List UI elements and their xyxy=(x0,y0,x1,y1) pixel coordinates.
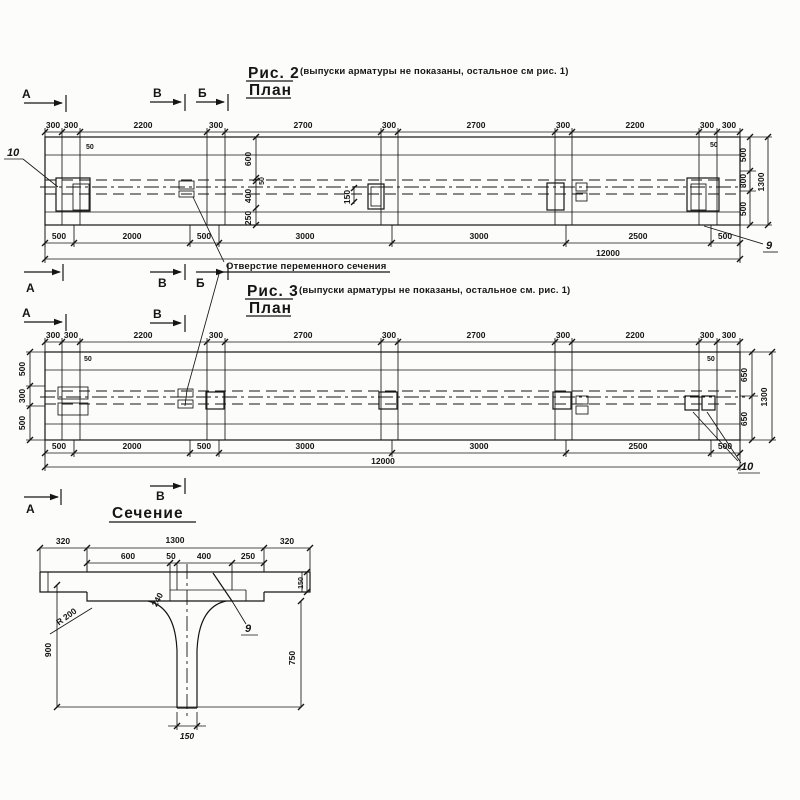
fig2-marker-b-bottom xyxy=(196,264,228,290)
section-leader-9 xyxy=(232,601,258,635)
fig2-plan-label: План xyxy=(249,82,292,99)
fig2-marker-v-bottom xyxy=(150,264,185,290)
fig2-dim-right-1: 300 xyxy=(738,173,748,189)
section-dim-240: 240 xyxy=(149,590,166,609)
fig3-dim-bot-3: 3000 xyxy=(295,441,315,451)
fig3-dim-top-3: 300 xyxy=(208,330,224,340)
svg-text:В: В xyxy=(156,489,165,503)
fig2-dim-right-2: 500 xyxy=(738,201,748,217)
opening-note-label: Отверстие переменного сечения xyxy=(226,261,387,272)
section-dim-sub-2: 400 xyxy=(196,551,212,561)
svg-text:Б: Б xyxy=(198,86,207,100)
svg-text:А: А xyxy=(26,502,35,516)
fig2-beam-outline xyxy=(40,137,745,225)
fig3-dim-bot-6: 500 xyxy=(717,441,733,451)
fig2-dim-bot-0: 500 xyxy=(51,231,67,241)
fig3-dim-50-right: 50 xyxy=(707,356,715,363)
svg-text:Б: Б xyxy=(196,276,205,290)
fig2-marker-a-top xyxy=(22,87,66,112)
fig2-dim-top-9: 300 xyxy=(699,120,715,130)
fig2-dim-top-6: 2700 xyxy=(466,120,486,130)
svg-text:R 200: R 200 xyxy=(54,605,79,628)
section-dim-top-0: 320 xyxy=(55,536,71,546)
fig2-dim-top-3: 300 xyxy=(208,120,224,130)
fig3-ribs xyxy=(62,352,717,440)
fig3-dim-top-9: 300 xyxy=(699,330,715,340)
fig3-beam-outline xyxy=(40,352,745,440)
section-dim-top-2: 320 xyxy=(279,536,295,546)
fig3-marker-v-top xyxy=(150,307,185,332)
fig2-dim-bot-5: 2500 xyxy=(628,231,648,241)
svg-text:А: А xyxy=(26,281,35,295)
svg-text:9: 9 xyxy=(245,623,252,635)
fig3-dim-bot-5: 2500 xyxy=(628,441,648,451)
section-dim-sub-3: 250 xyxy=(240,551,256,561)
fig3-dim-top-8: 2200 xyxy=(625,330,645,340)
fig2-title: Рис. 2 xyxy=(248,65,300,82)
fig2-dim-bot-2: 500 xyxy=(196,231,212,241)
fig3-dim-top-10: 300 xyxy=(721,330,737,340)
fig3-dim-bot-1: 2000 xyxy=(122,441,142,451)
svg-text:В: В xyxy=(153,86,162,100)
fig2-marker-b-top xyxy=(196,86,228,111)
fig2-dim-mid50: 50 xyxy=(259,177,266,185)
section-dim-top-1: 1300 xyxy=(165,535,185,545)
fig3-dim-top-5: 300 xyxy=(381,330,397,340)
section-shape xyxy=(40,564,310,718)
fig2-dim-50-right: 50 xyxy=(710,142,718,149)
fig2-dim-top-7: 300 xyxy=(555,120,571,130)
fig2-dim-150: 150 xyxy=(342,189,352,205)
fig2-dim-50-left: 50 xyxy=(86,144,94,151)
fig3-note: (выпуски арматуры не показаны, остальное см. рис. 1) xyxy=(299,285,571,296)
fig3-title: Рис. 3 xyxy=(247,283,299,300)
section-dim-sub-1: 50 xyxy=(166,551,176,561)
fig3-dim-bot-4: 3000 xyxy=(469,441,489,451)
section-dim-750: 750 xyxy=(287,650,297,666)
fig2-marker-a-bottom xyxy=(24,264,63,295)
fig2-note: (выпуски арматуры не показаны, остальное см рис. 1) xyxy=(300,66,569,77)
fig2-dim-top-8: 2200 xyxy=(625,120,645,130)
section-title: Сечение xyxy=(112,505,184,522)
fig3-dim-top-1: 300 xyxy=(63,330,79,340)
fig3-dim-top-6: 2700 xyxy=(466,330,486,340)
fig2-dim-bot-6: 500 xyxy=(717,231,733,241)
fig3-plan-label: План xyxy=(249,300,292,317)
section-dim-sub-0: 600 xyxy=(120,551,136,561)
svg-text:10: 10 xyxy=(741,461,754,473)
section-dim-150-side: 150 xyxy=(298,577,305,589)
fig3-dim-left-0: 500 xyxy=(17,361,27,377)
fig2-dim-top-2: 2200 xyxy=(133,120,153,130)
fig3-dim-50-left: 50 xyxy=(84,356,92,363)
fig2-dim-top-1: 300 xyxy=(63,120,79,130)
fig2-dim-bot-1: 2000 xyxy=(122,231,142,241)
fig3-dim-left-1: 300 xyxy=(17,388,27,404)
fig2-marker-v-top xyxy=(150,86,185,111)
fig3-dim-total: 12000 xyxy=(371,456,395,466)
fig2-dim-600: 600 xyxy=(243,151,253,167)
section-radius-label xyxy=(50,606,92,634)
svg-text:А: А xyxy=(22,87,31,101)
fig2-dim-top-0: 300 xyxy=(45,120,61,130)
fig2-dim-top-4: 2700 xyxy=(293,120,313,130)
fig3-marker-v-bottom xyxy=(150,478,185,503)
fig3-dim-top-2: 2200 xyxy=(133,330,153,340)
fig2-dim-top-5: 300 xyxy=(381,120,397,130)
fig3-dim-top-4: 2700 xyxy=(293,330,313,340)
fig2-dim-total: 12000 xyxy=(596,248,620,258)
fig2-leader-10 xyxy=(4,147,58,187)
fig2 xyxy=(4,65,778,295)
svg-text:А: А xyxy=(22,306,31,320)
fig3-dim-top-7: 300 xyxy=(555,330,571,340)
fig2-dim-right-total: 1300 xyxy=(756,172,766,192)
section-dim-900: 900 xyxy=(43,642,53,658)
fig2-dim-400: 400 xyxy=(243,188,253,204)
section-web-left xyxy=(148,601,177,708)
svg-text:В: В xyxy=(153,307,162,321)
fig3-marker-a-top xyxy=(22,306,66,331)
fig2-dim-bot-4: 3000 xyxy=(469,231,489,241)
section-bar-9 xyxy=(213,573,232,601)
fig3-dim-bot-0: 500 xyxy=(51,441,67,451)
section-dim-150-bottom: 150 xyxy=(179,731,195,741)
svg-text:9: 9 xyxy=(766,240,773,252)
fig2-leader-9 xyxy=(704,226,778,252)
fig3-dim-bot-2: 500 xyxy=(196,441,212,451)
section-web-right xyxy=(197,601,226,708)
fig2-dim-top-10: 300 xyxy=(721,120,737,130)
fig3-dim-right-1: 650 xyxy=(739,411,749,427)
svg-text:В: В xyxy=(158,276,167,290)
fig2-dim-250: 250 xyxy=(243,210,253,226)
fig3-dim-top-0: 300 xyxy=(45,330,61,340)
fig2-dim-bot-3: 3000 xyxy=(295,231,315,241)
fig2-dim-right-0: 500 xyxy=(738,147,748,163)
fig3-dim-right-total: 1300 xyxy=(759,387,769,407)
fig3-dim-right-0: 650 xyxy=(739,367,749,383)
fig3-dim-left-2: 500 xyxy=(17,415,27,431)
fig3 xyxy=(17,283,776,516)
section-view xyxy=(37,505,313,741)
fig3-marker-a-bottom xyxy=(24,489,61,516)
svg-text:10: 10 xyxy=(7,147,20,159)
